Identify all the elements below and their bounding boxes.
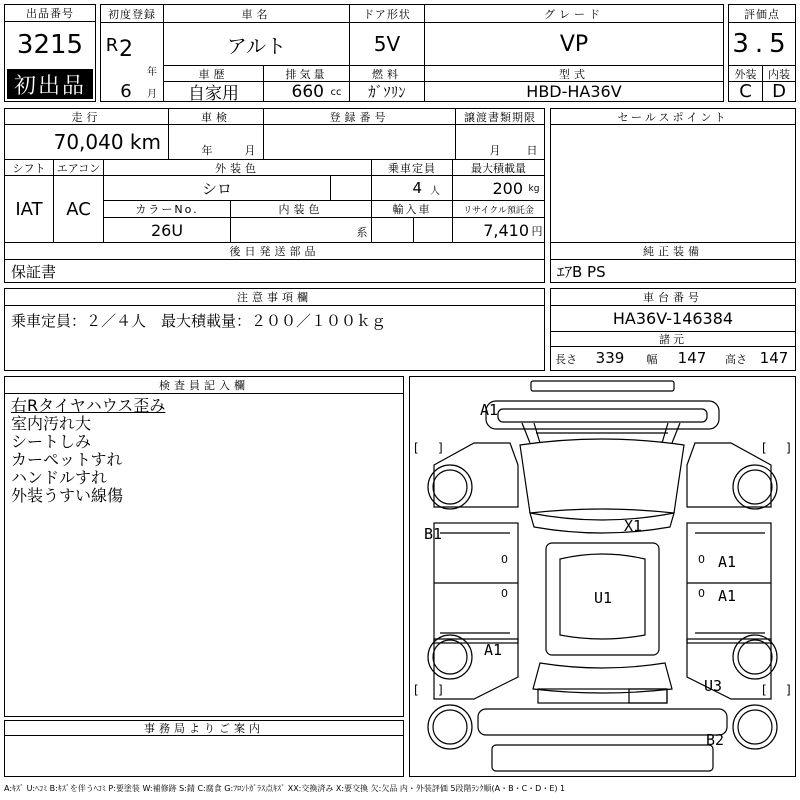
recycle-unit: 円 — [531, 225, 543, 238]
door-type: 5V — [373, 32, 401, 56]
later-parts: 保証書 — [11, 262, 57, 281]
damage-mark-b1-left: B1 — [424, 525, 443, 543]
color-no-header: カラーNo. — [135, 203, 199, 216]
damage-mark-u3-rear-right: U3 — [704, 677, 723, 695]
damage-legend: A:ｷｽﾞ U:ﾍｺﾐ B:ｷｽﾞを伴うﾍｺﾐ P:要塗装 W:補修跡 S:錆 C:腐食 G:ﾌﾛﾝﾄｶﾞﾗｽ点ｷｽﾞ XX:交換済み X:要交換 欠:欠品 内・外装評価 5段階ﾗﾝｸ順(A・B・C・D・E) 1 — [4, 783, 566, 793]
bracket-close: ] — [786, 441, 791, 455]
registration-era: R — [105, 34, 119, 56]
interior-color-header: 内装色 — [278, 203, 324, 216]
rating-header: 評価点 — [744, 7, 780, 21]
inspector-line: 室内汚れ大 — [11, 414, 92, 433]
sales-points-box — [550, 108, 796, 283]
transfer-month-unit: 月 — [489, 144, 501, 157]
car-outline-diagram — [410, 377, 795, 776]
model-code: HBD-HA36V — [526, 82, 622, 101]
sales-points — [551, 125, 795, 242]
recycle-header: リサイクル預託金 — [463, 205, 534, 216]
vehicle-info-table — [100, 4, 724, 102]
car-name-header: 車名 — [241, 7, 272, 21]
later-parts-header: 後日発送部品 — [229, 245, 320, 258]
grade-header: グレード — [544, 7, 604, 21]
rating-score: 3.5 — [732, 29, 792, 59]
registration-number — [264, 125, 455, 159]
grade: VP — [559, 31, 589, 57]
genuine-equipment-header: 純正装備 — [643, 245, 703, 258]
damage-mark-a1-right-rear: A1 — [718, 587, 737, 605]
registration-year-unit: 年 — [147, 66, 157, 77]
max-load-unit: kg — [528, 184, 540, 194]
length-label: 長さ — [555, 353, 577, 366]
interior-rating-header: 内装 — [768, 67, 790, 81]
office-box — [4, 720, 404, 777]
inspector-line: シートしみ — [11, 432, 92, 451]
notes-header: 注意事項欄 — [237, 291, 312, 304]
capacity: 4 — [412, 179, 422, 197]
damage-mark-b2-rear: B2 — [706, 731, 725, 749]
capacity-unit: 人 — [430, 185, 440, 197]
notes-text: 乗車定員：２／４人 最大積載量：２００／１００ｋｇ — [11, 312, 387, 330]
color-header: 外装色 — [215, 161, 260, 175]
transfer-deadline-header: 譲渡書類期限 — [464, 110, 536, 124]
zero-mark: 0 — [698, 587, 705, 600]
zero-mark: 0 — [698, 553, 705, 566]
recycle-deposit: 7,410 — [483, 220, 529, 240]
max-load: 200 — [492, 178, 523, 198]
bracket-open: [ — [414, 441, 419, 455]
fuel-header: 燃料 — [372, 67, 402, 81]
genuine-equipment: ｴｱB PS — [557, 262, 606, 281]
history-header: 車歴 — [198, 67, 229, 81]
registration-number-header: 登録番号 — [329, 110, 390, 124]
width-label: 幅 — [646, 353, 658, 366]
bracket-close: ] — [786, 683, 791, 697]
fuel: ｶﾞｿﾘﾝ — [368, 83, 406, 101]
damage-mark-u1-center: U1 — [594, 589, 613, 607]
inspector-box — [4, 376, 404, 717]
zero-mark: 0 — [501, 553, 508, 566]
bracket-close: ] — [438, 683, 443, 697]
registration-month: 6 — [120, 81, 132, 101]
bracket-close: ] — [438, 441, 443, 455]
inspection-header: 車検 — [201, 110, 231, 124]
transfer-day-unit: 日 — [526, 144, 538, 157]
interior-color-unit: 系 — [356, 226, 368, 239]
damage-mark-a1-right-front: A1 — [718, 553, 737, 571]
height-label: 高さ — [725, 353, 747, 366]
bracket-open: [ — [414, 683, 419, 697]
mileage-header: 走行 — [71, 110, 102, 124]
chassis-number-header: 車台番号 — [643, 291, 703, 304]
first-registration-header: 初度登録 — [108, 7, 156, 21]
damage-diagram — [409, 376, 796, 777]
capacity-header: 乗車定員 — [388, 161, 436, 175]
history: 自家用 — [188, 84, 239, 101]
displacement: 660 — [291, 82, 324, 101]
car-name: アルト — [226, 33, 287, 58]
mileage: 70,040 km — [53, 130, 161, 154]
office-header: 事務局よりご案内 — [144, 722, 264, 735]
registration-year: 2 — [119, 36, 133, 62]
length-value: 339 — [595, 349, 625, 367]
damage-mark-x1-roof: X1 — [624, 517, 643, 535]
ac-header: エアコン — [56, 161, 101, 175]
model-header: 型式 — [559, 67, 589, 81]
damage-mark-a1-rear-left: A1 — [484, 641, 503, 659]
interior-rating: D — [772, 82, 786, 101]
office-text — [5, 736, 403, 776]
dimensions-header: 諸元 — [659, 333, 687, 346]
inspector-line: ハンドルすれ — [11, 468, 108, 487]
rating-box — [728, 4, 796, 102]
max-load-header: 最大積載量 — [471, 161, 526, 175]
inspector-line: 右Rタイヤハウス歪み — [11, 396, 166, 415]
lot-number: 3215 — [16, 30, 84, 60]
door-header: ドア形状 — [363, 7, 411, 21]
exterior-color: シロ — [201, 179, 232, 198]
shift-header: シフト — [12, 161, 46, 175]
inspector-line: 外装うすい線傷 — [11, 486, 124, 505]
details-table — [4, 108, 545, 283]
lot-header: 出品番号 — [5, 5, 95, 22]
shift: IAT — [15, 198, 43, 220]
zero-mark: 0 — [501, 587, 508, 600]
bracket-open: [ — [762, 441, 767, 455]
inspection-month-unit: 月 — [244, 144, 256, 157]
inspector-line: カーペットすれ — [11, 450, 123, 469]
displacement-header: 排気量 — [285, 67, 328, 81]
height-value: 147 — [759, 349, 789, 367]
inspector-header: 検査員記入欄 — [159, 379, 249, 392]
width-value: 147 — [677, 349, 707, 367]
inspection-year-unit: 年 — [201, 144, 213, 157]
damage-mark-a1-front-left: A1 — [480, 401, 499, 419]
notes-box — [4, 288, 545, 371]
exterior-rating-header: 外装 — [734, 67, 757, 81]
color-no: 26U — [150, 220, 184, 240]
chassis-box — [550, 288, 796, 371]
ac: AC — [66, 198, 91, 220]
first-listing-badge: 初出品 — [7, 69, 93, 99]
chassis-number: HA36V-146384 — [612, 309, 734, 328]
displacement-unit: cc — [330, 86, 342, 98]
import-header: 輸入車 — [392, 203, 432, 216]
registration-month-unit: 月 — [147, 88, 157, 99]
bracket-open: [ — [762, 683, 767, 697]
lot-box — [4, 4, 96, 102]
sales-points-header: セールスポイント — [617, 110, 729, 124]
exterior-rating: C — [739, 82, 752, 101]
